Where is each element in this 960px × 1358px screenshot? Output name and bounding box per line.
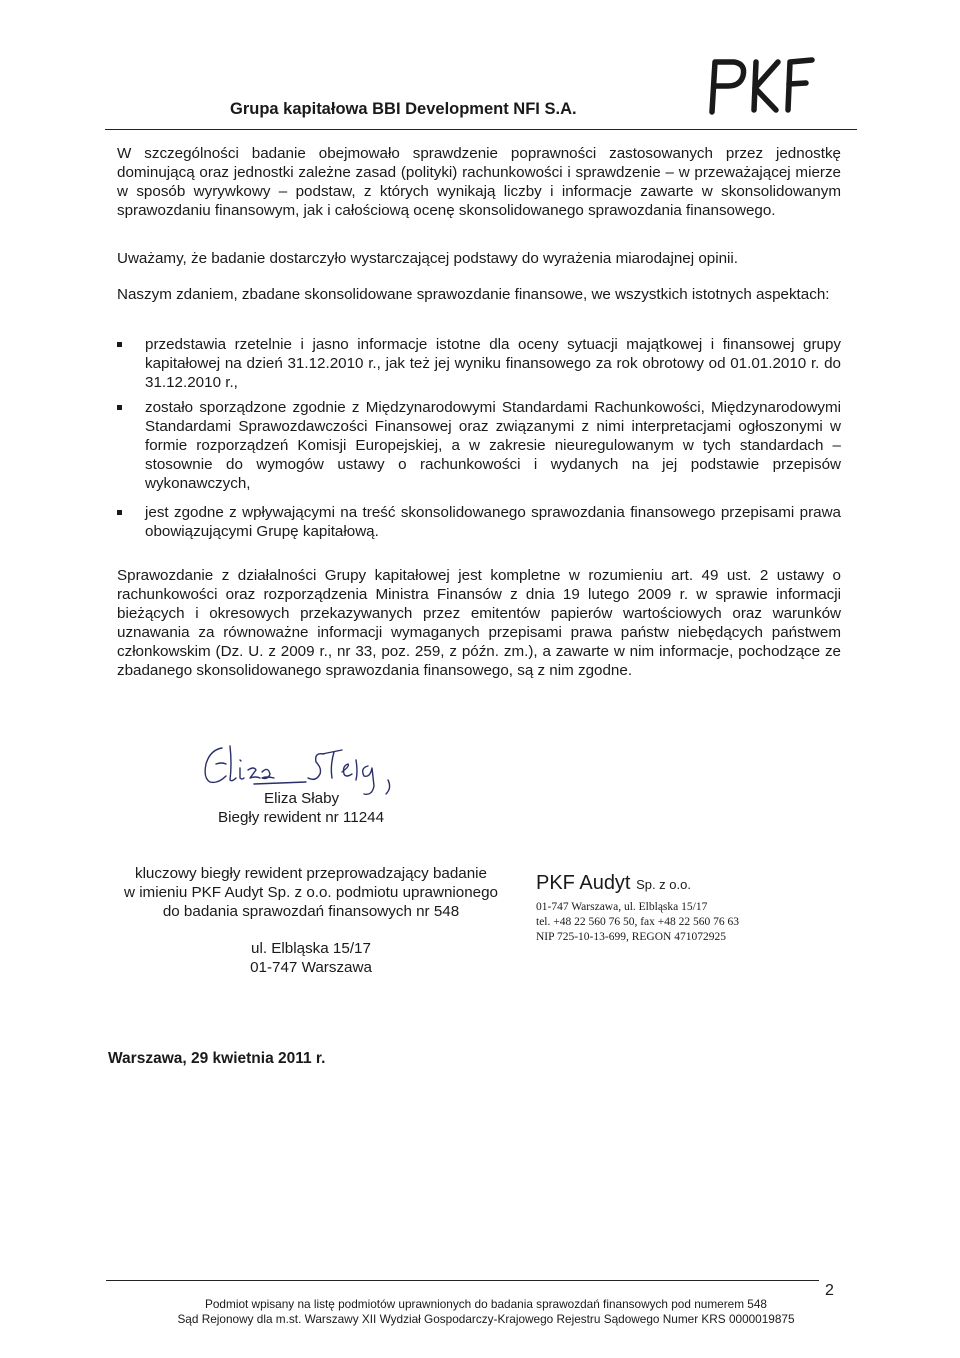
paragraph-basis: Uważamy, że badanie dostarczyło wystarczającej podstawy do wyrażenia miarodajnej opinii.	[117, 250, 739, 267]
footer-line: Sąd Rejonowy dla m.st. Warszawy XII Wydział Gospodarczy-Krajowego Rejestru Sądowego Numer KRS 0000019875	[177, 1312, 795, 1326]
pkf-logo	[704, 52, 816, 118]
stamp-line: tel. +48 22 560 76 50, fax +48 22 560 76 63	[536, 916, 740, 928]
list-item-text: przedstawia rzetelnie i jasno informacje istotne dla oceny sytuacji majątkowej i finansowej grupy kapitałowej na dzień 31.12.2010 r., jak też jej wyniku finansowego za rok obrotowy od 01.01.2010 r. do 31.12.2010 r.,	[145, 336, 841, 391]
paragraph-scope: W szczególności badanie obejmowało sprawdzenie poprawności zastosowanych przez jednostkę dominującą oraz jednostki zależne zasad (polityki) rachunkowości i sprawdzenie – w przeważającej mierze w sposób wyrywkowy – podstaw, z których wynikają liczby i informacje zawarte w skonsolidowanym sprawozdaniu finansowym, jak i całościową ocenę skonsolidowanego sprawozdania finansowego.	[117, 145, 841, 219]
address-line: ul. Elbląska 15/17	[251, 940, 371, 957]
stamp-company-name	[536, 872, 796, 896]
company-stamp	[536, 872, 796, 945]
stamp-line: NIP 725-10-13-699, REGON 471072925	[536, 931, 726, 943]
footer	[106, 1297, 866, 1327]
paragraph-opinion-intro: Naszym zdaniem, zbadane skonsolidowane sprawozdanie finansowe, we wszystkich istotnych aspektach:	[117, 286, 830, 303]
auditor-address	[106, 939, 516, 977]
list-item-text: zostało sporządzone zgodnie z Międzynarodowymi Standardami Rachunkowości, Międzynarodowymi Standardami Sprawozdawczości Finansowej oraz związanymi z nimi interpretacjami ogłoszonymi w formie rozporządzeń Komisji Europejskiej, a w zakresie nieuregulowanym w tych standardach – stosownie do wymogów ustawy o rachunkowości i wydanych na jej podstawie przepisów wykonawczych,	[145, 399, 841, 492]
auditor-line: w imieniu PKF Audyt Sp. z o.o. podmiotu uprawnionego	[124, 884, 498, 901]
footer-line: Podmiot wpisany na listę podmiotów uprawnionych do badania sprawozdań finansowych pod numerem 548	[205, 1297, 767, 1311]
stamp-name-text: PKF Audyt	[536, 872, 631, 894]
signer-name: Eliza Słaby	[264, 790, 340, 807]
bullet-icon	[117, 510, 122, 515]
stamp-line: 01-747 Warszawa, ul. Elbląska 15/17	[536, 901, 708, 913]
bullet-icon	[117, 405, 122, 410]
place-and-date: Warszawa, 29 kwietnia 2011 r.	[108, 1050, 326, 1067]
auditor-line: kluczowy biegły rewident przeprowadzający badanie	[134, 865, 488, 882]
footer-rule	[106, 1280, 819, 1281]
page-number: 2	[825, 1282, 834, 1299]
bullet-icon	[117, 342, 122, 347]
address-line: 01-747 Warszawa	[250, 959, 372, 976]
auditor-description	[106, 864, 516, 921]
paragraph-activity-report: Sprawozdanie z działalności Grupy kapitałowej jest kompletne w rozumieniu art. 49 ust. 2 ustawy o rachunkowości oraz rozporządzenia Ministra Finansów z dnia 19 lutego 2009 r. w sprawie informacji bieżących i okresowych przekazywanych przez emitentów papierów wartościowych oraz warunków uznawania za równoważne informacji wymaganych przepisami prawa państw niebędących państwem członkowskim (Dz. U. z 2009 r., nr 33, poz. 259, z późn. zm.), a zawarte w nim informacje, pochodzące ze zbadanego skonsolidowanego sprawozdania finansowego, są z nim zgodne.	[117, 567, 841, 679]
signer-title: Biegły rewident nr 11244	[218, 809, 385, 826]
header-rule	[105, 129, 857, 130]
stamp-name-suffix: Sp. z o.o.	[636, 877, 691, 892]
auditor-line: do badania sprawozdań finansowych nr 548	[162, 903, 460, 920]
header-title: Grupa kapitałowa BBI Development NFI S.A.	[230, 100, 577, 118]
list-item-text: jest zgodne z wpływającymi na treść skonsolidowanego sprawozdania finansowego przepisami prawa obowiązującymi Grupę kapitałową.	[145, 504, 841, 540]
